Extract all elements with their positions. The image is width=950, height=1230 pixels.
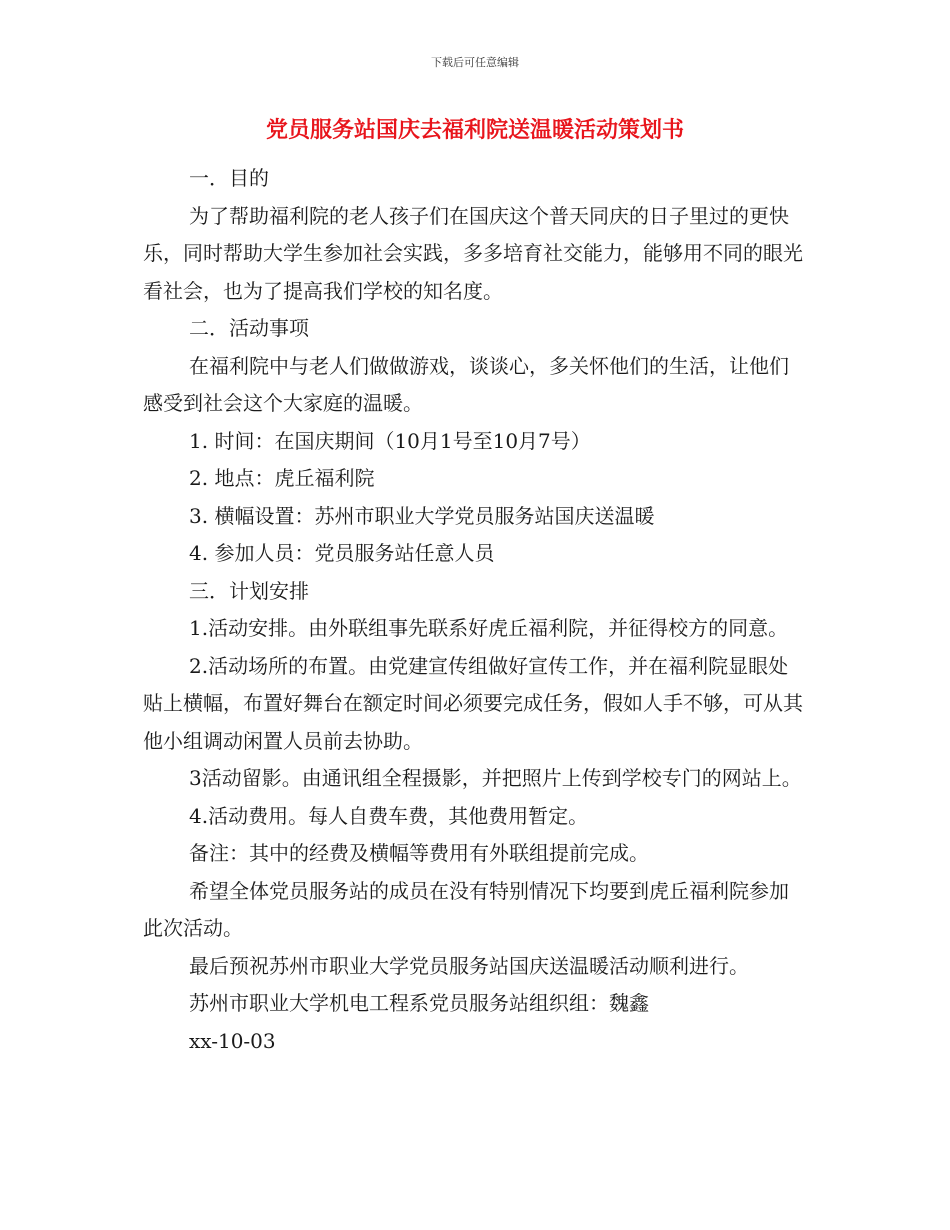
item-banner: 3. 横幅设置：苏州市职业大学党员服务站国庆送温暖: [189, 503, 655, 528]
paragraph-activities: 在福利院中与老人们做做游戏，谈谈心，多关怀他们的生活，让他们感受到社会这个大家庭的温暖。: [143, 353, 789, 415]
document-title: 党员服务站国庆去福利院送温暖活动策划书: [265, 117, 684, 143]
paragraph-wish: 最后预祝苏州市职业大学党员服务站国庆送温暖活动顺利进行。: [189, 953, 749, 978]
document-body: [143, 160, 808, 1060]
section-heading-activities: 二．活动事项: [189, 316, 309, 340]
plan-item-costs: 4.活动费用。每人自费车费，其他费用暂定。: [189, 803, 589, 828]
item-location: 2. 地点：虎丘福利院: [189, 466, 375, 490]
item-participants: 4. 参加人员：党员服务站任意人员: [189, 541, 495, 565]
item-time: 1. 时间：在国庆期间（10月1号至10月7号）: [189, 428, 591, 453]
signature: 苏州市职业大学机电工程系党员服务站组织组：魏鑫: [189, 991, 649, 1015]
signature-date: xx-10-03: [189, 1028, 276, 1053]
plan-item-arrangement: 1.活动安排。由外联组事先联系好虎丘福利院，并征得校方的同意。: [189, 616, 789, 640]
paragraph-hope: 希望全体党员服务站的成员在没有特别情况下均要到虎丘福利院参加此次活动。: [143, 878, 789, 940]
section-heading-purpose: 一．目的: [189, 166, 269, 190]
plan-item-photos: 3活动留影。由通讯组全程摄影，并把照片上传到学校专门的网站上。: [189, 766, 802, 790]
paragraph-purpose: 为了帮助福利院的老人孩子们在国庆这个普天同庆的日子里过的更快乐，同时帮助大学生参加社会实践，多多培育社交能力，能够用不同的眼光看社会，也为了提高我们学校的知名度。: [143, 203, 803, 303]
page-header-note: 下载后可任意编辑: [431, 56, 519, 69]
plan-item-venue: 2.活动场所的布置。由党建宣传组做好宣传工作，并在福利院显眼处贴上横幅，布置好舞台在额定时间必须要完成任务，假如人手不够，可从其他小组调动闲置人员前去协助。: [143, 653, 803, 753]
section-heading-plan: 三．计划安排: [189, 578, 309, 603]
paragraph-remark: 备注：其中的经费及横幅等费用有外联组提前完成。: [189, 841, 649, 865]
